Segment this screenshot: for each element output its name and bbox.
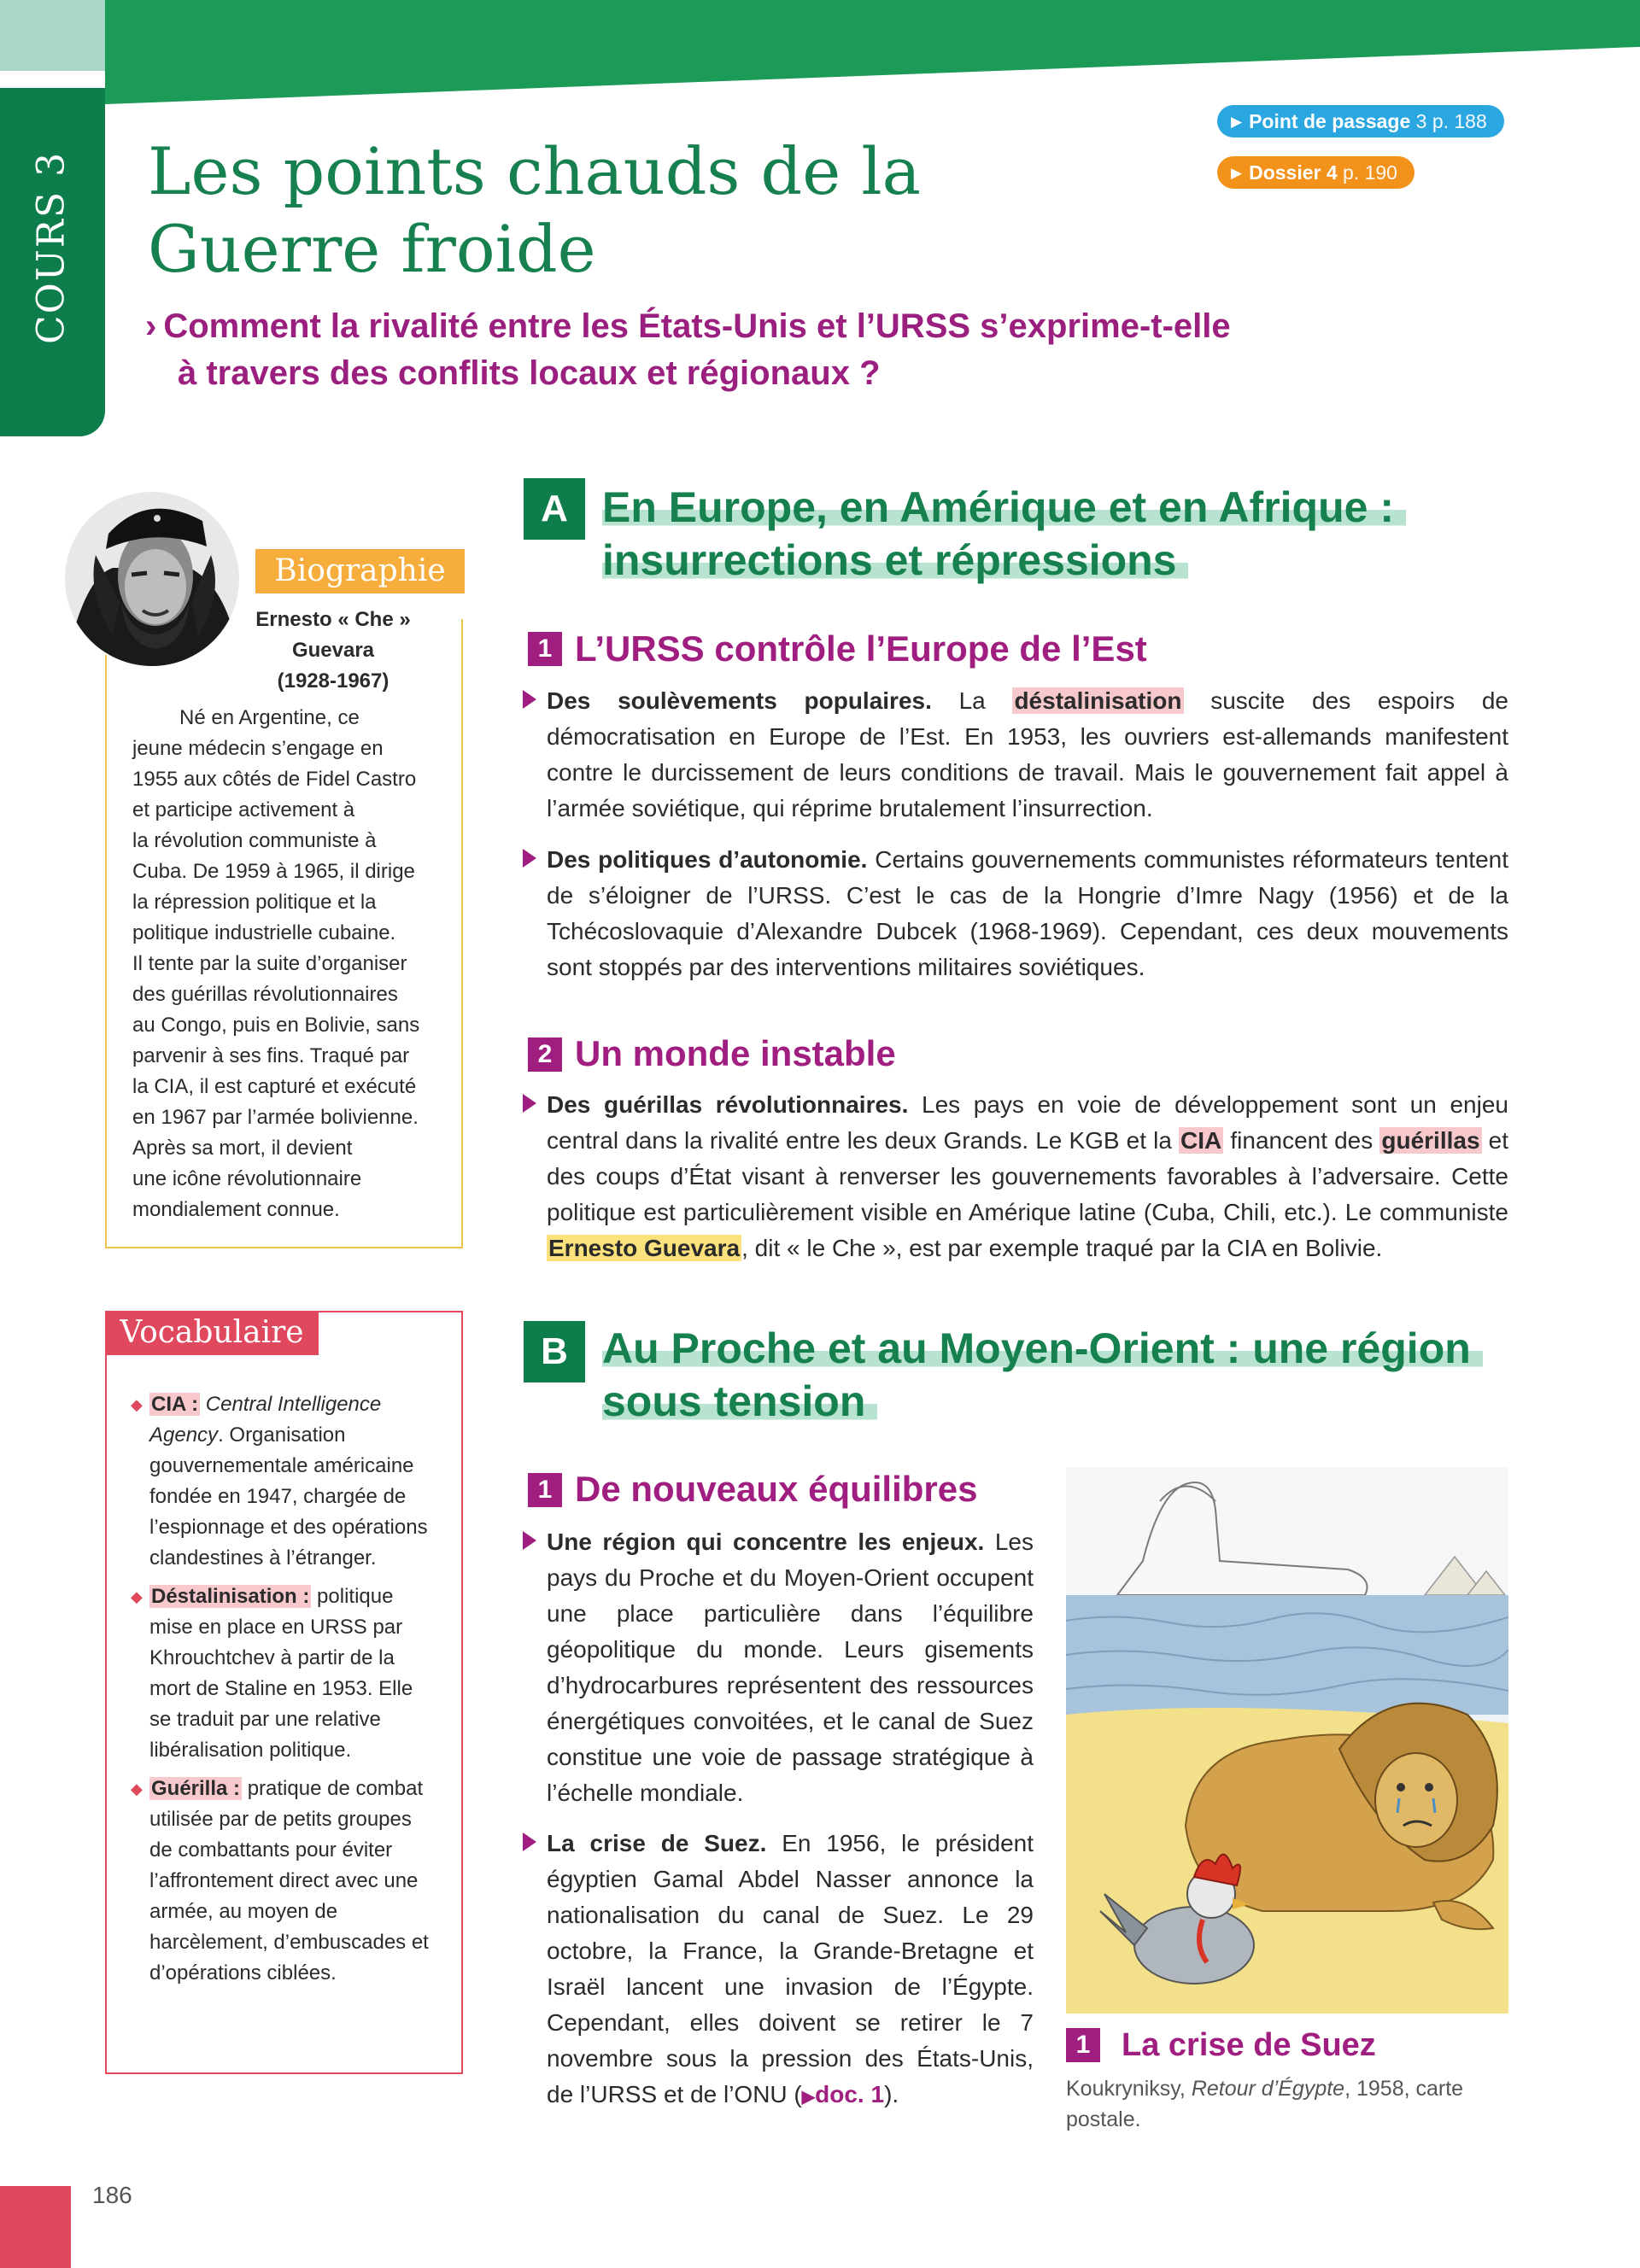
diamond-bullet-icon: ◆ [131,1396,143,1413]
bio-dates: (1928-1967) [277,669,390,693]
para-text: Les pays en voie de développement sont un enjeu central dans la rivalité entre les deux Grands. Le KGB et la [547,1091,1508,1154]
section-a-title-line-2: insurrections et répressions [602,536,1188,584]
paragraph-a1-1 [547,683,1508,827]
paragraph-b1-1 [547,1524,1034,1811]
vocab-term: Guérilla : [151,1777,241,1800]
paragraph-b1-2 [547,1826,1034,2115]
suez-crisis-cartoon [1066,1467,1508,2014]
doc-reference-link[interactable] [802,2081,884,2107]
para-lead: La crise de Suez. [547,1830,767,1856]
vocabulary-item [131,1581,438,1766]
bio-line: au Congo, puis en Bolivie, sans [132,1014,420,1037]
link-dossier[interactable] [1217,156,1414,189]
vocab-term: CIA : [151,1393,199,1416]
bio-line: en 1967 par l’armée bolivienne. [132,1106,419,1129]
para-lead: Des guérillas révolutionnaires. [547,1091,909,1118]
bio-line: la répression politique et la [132,891,377,914]
problem-question [145,303,1324,397]
vocabulary-item [131,1389,438,1574]
bio-line: et participe activement à [132,798,355,821]
question-line-1: Comment la rivalité entre les États-Unis et l’URSS s’exprime-t-elle [163,307,1231,345]
triangle-bullet-icon [523,849,536,868]
figure-number: 1 [1066,2028,1100,2062]
vocab-italic: Central Intelligence Agency [149,1393,382,1447]
diamond-bullet-icon: ◆ [131,1780,143,1797]
link-label: Point de passage [1249,110,1411,132]
bio-line: jeune médecin s’engage en [132,737,384,760]
subsection-b1-title: De nouveaux équilibres [575,1469,978,1509]
figure-credit [1066,2073,1510,2135]
play-triangle-icon: ▶ [801,2088,816,2107]
para-text: financent des [1223,1127,1380,1154]
bio-line: la CIA, il est capturé et exécuté [132,1075,417,1098]
section-b-title-line-2: sous tension [602,1377,877,1425]
question-line-2: à travers des conflits locaux et régionaux ? [178,354,881,392]
doc-ref-label: doc. 1 [815,2081,885,2107]
para-lead: Des soulèvements populaires. [547,687,932,714]
keyword-guerillas[interactable]: guérillas [1381,1127,1480,1154]
footer-bar [0,2186,71,2268]
bio-line: Né en Argentine, ce [179,706,360,729]
bio-line: une icône révolutionnaire [132,1167,362,1190]
vocab-definition: pratique de combat utilisée par de petits groupes de combattants pour éviter l’affrontement direct avec une armée, au moyen de harcèlement, d’embuscades et d’opérations ciblées. [149,1777,429,1984]
para-text: Certains gouvernements communistes réformateurs tentent de s’éloigner de l’URSS. C’est le cas de la Hongrie d’Imre Nagy (1956) et de la Tchécoslovaquie d’Alexandre Dubcek (1968-1969). Cependant, ces deux mouvements sont stoppés par des interventions militaires soviétiques. [547,846,1508,980]
triangle-bullet-icon [523,1833,536,1851]
subsection-a1-title: L’URSS contrôle l’Europe de l’Est [575,628,1147,669]
paragraph-a1-2 [547,842,1508,985]
bio-name-line-1: Ernesto « Che » [255,608,411,631]
bio-name-line-2: Guevara [291,639,375,662]
subsection-a2-title: Un monde instable [575,1033,896,1073]
cours-label: COURS 3 [29,150,73,345]
page-title [148,132,1173,288]
triangle-bullet-icon [523,690,536,709]
bio-line: 1955 aux côtés de Fidel Castro [132,768,417,791]
biography-text [132,703,440,1225]
header-band-green [105,0,1640,104]
vocab-term: Déstalinisation : [151,1585,310,1608]
bio-line: mondialement connue. [132,1198,340,1221]
para-text: , dit « le Che », est par exemple traqué par la CIA en Bolivie. [741,1235,1383,1261]
bio-line: Après sa mort, il devient [132,1137,353,1160]
keyword-cia[interactable]: CIA [1180,1127,1222,1154]
play-triangle-icon: ▶ [1231,114,1243,130]
credit-rest: , 1958, carte postale. [1066,2077,1464,2131]
para-text: ). [884,2081,899,2107]
credit-author: Koukryniksy, [1066,2077,1192,2101]
para-lead: Une région qui concentre les enjeux. [547,1529,985,1555]
link-label: Dossier 4 [1249,161,1338,184]
section-b-title [602,1322,1584,1428]
biography-tag: Biographie [255,549,465,593]
vocabulary-item [131,1774,438,1989]
chevron-right-icon: › [145,307,157,345]
link-page: 3 p. 188 [1415,110,1487,132]
vocab-definition: . Organisation gouvernementale américaine fondée en 1947, chargée de l’espionnage et des opérations clandestines à l’étranger. [149,1423,428,1569]
para-text: suscite des espoirs de démocratisation en Europe de l’Est. En 1953, les ouvriers est-allemands manifestent contre le durcissement de leurs conditions de travail. Mais le gouvernement fait appel à l’armée soviétique, qui réprime brutalement l’insurrection. [547,687,1509,821]
link-page: p. 190 [1343,161,1397,184]
bio-line: la révolution communiste à [132,829,377,852]
title-line-2: Guerre froide [148,211,596,287]
section-b-title-line-1: Au Proche et au Moyen-Orient : une région [602,1324,1483,1372]
figure-title: La crise de Suez [1122,2027,1376,2063]
para-text: Les pays du Proche et du Moyen-Orient occupent une place particulière dans l’équilibre géopolitique du monde. Leurs gisements d’hydrocarbures représentent des ressources énergétiques convoitées, et le canal de Suez constitue une voie de passage stratégique à l’échelle mondiale. [547,1529,1034,1806]
paragraph-a2-1 [547,1087,1508,1266]
vocabulary-tag: Vocabulaire [105,1311,319,1355]
subsection-number: 2 [528,1038,562,1072]
page-number: 186 [92,2182,132,2208]
link-point-de-passage[interactable] [1217,105,1504,137]
bio-line: Cuba. De 1959 à 1965, il dirige [132,860,415,883]
vocab-definition: politique mise en place en URSS par Khrouchtchev à partir de la mort de Staline en 1953. Elle se traduit par une relative libéralisation politique. [149,1585,413,1762]
para-text: La [931,687,1013,714]
triangle-bullet-icon [523,1094,536,1113]
title-line-1: Les points chauds de la [148,133,921,209]
para-lead: Des politiques d’autonomie. [547,846,868,873]
subsection-number: 1 [528,1473,562,1507]
section-b-letter: B [524,1321,585,1382]
triangle-bullet-icon [523,1531,536,1550]
keyword-ernesto-guevara[interactable]: Ernesto Guevara [548,1235,741,1261]
bio-line: parvenir à ses fins. Traqué par [132,1044,410,1067]
play-triangle-icon: ▶ [1231,165,1243,181]
section-a-title [602,481,1584,587]
keyword-destalinisation[interactable]: déstalinisation [1014,687,1182,714]
bio-line: Il tente par la suite d’organiser [132,952,407,975]
section-a-title-line-1: En Europe, en Amérique et en Afrique : [602,483,1406,531]
biography-name [214,605,453,697]
para-text: En 1956, le président égyptien Gamal Abdel Nasser annonce la nationalisation du canal de Suez. Le 29 octobre, la France, la Grande-Bretagne et Israël lancent une invasion de l’Égypte. Cependant, elles doivent se retirer le 7 novembre sous la pression des États-Unis, de l’URSS et de l’ONU ( [547,1830,1034,2107]
section-a-letter: A [524,478,585,540]
header-band-light [0,0,105,71]
bio-line: des guérillas révolutionnaires [132,983,398,1006]
vocabulary-list [131,1389,438,1996]
subsection-number: 1 [528,632,562,666]
para-text: et des coups d’État visant à renverser les gouvernements favorables à l’adversaire. Cette politique est particulièrement visible en Amérique latine (Cuba, Chili, etc.). Le communiste [547,1127,1508,1225]
diamond-bullet-icon: ◆ [131,1588,143,1605]
bio-line: politique industrielle cubaine. [132,921,396,944]
credit-work: Retour d’Égypte [1191,2077,1345,2101]
